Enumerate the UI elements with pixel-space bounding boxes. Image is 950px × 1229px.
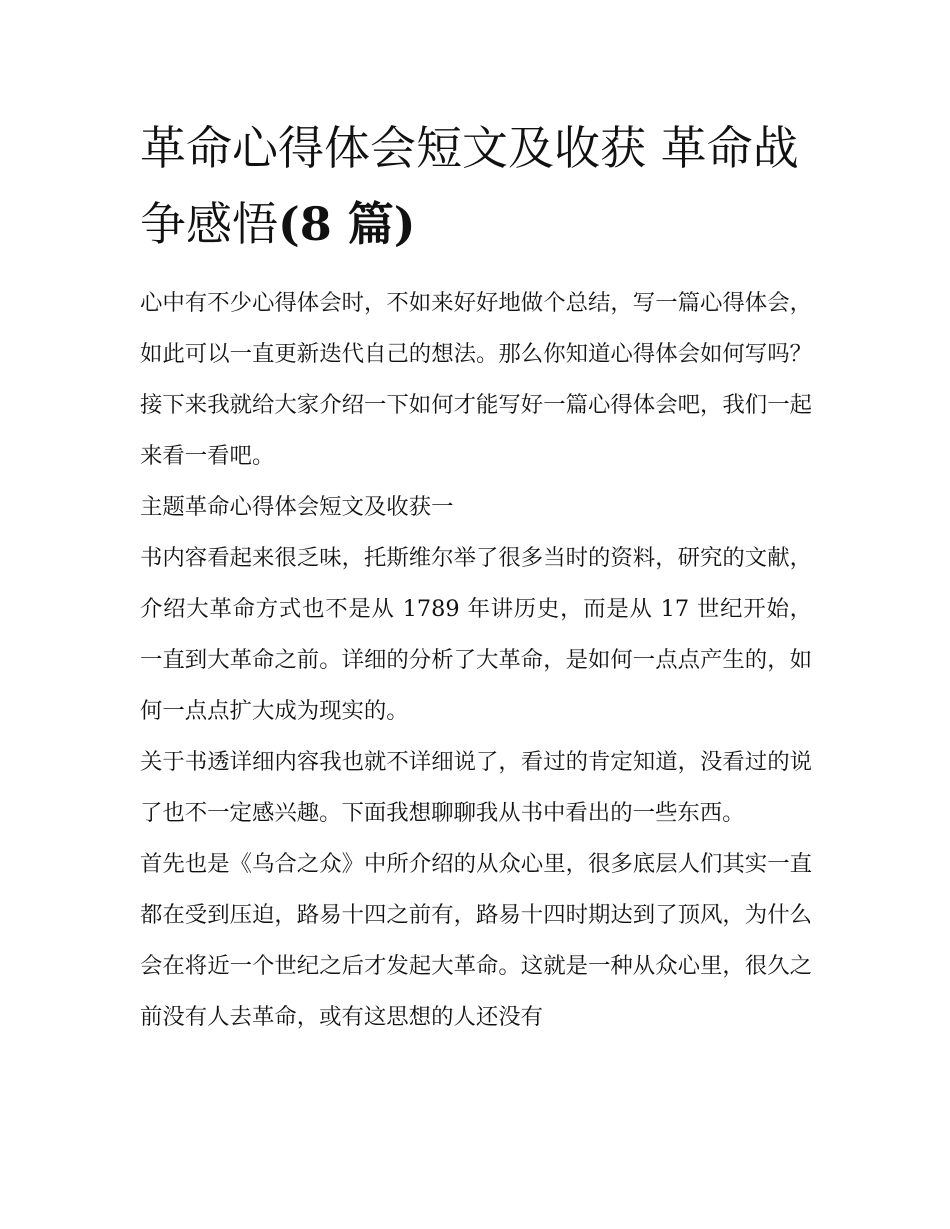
- document-title: [140, 110, 812, 262]
- intro-paragraph: 心中有不少心得体会时，不如来好好地做个总结，写一篇心得体会，如此可以一直更新迭代自己的想法。那么你知道心得体会如何写吗？接下来我就给大家介绍一下如何才能写好一篇心得体会吧，我们一起来看一看吧。: [140, 290, 812, 469]
- section-heading: 主题革命心得体会短文及收获一: [140, 494, 454, 520]
- title-count: (8 篇): [278, 197, 416, 251]
- document-body: [140, 278, 812, 1043]
- body-paragraph: 首先也是《乌合之众》中所介绍的从众心里，很多底层人们其实一直都在受到压迫，路易十四之前有，路易十四时期达到了顶风，为什么会在将近一个世纪之后才发起大革命。这就是一种从众心里，很久之前没有人去革命，或有这思想的人还没有: [140, 851, 812, 1030]
- document-page: [140, 110, 812, 1043]
- body-paragraph: 书内容看起来很乏味，托斯维尔举了很多当时的资料，研究的文献，介绍大革命方式也不是从 1789 年讲历史，而是从 17 世纪开始，一直到大革命之前。详细的分析了大革命，是如何一点点产生的，如何一点点扩大成为现实的。: [140, 545, 812, 724]
- title-main: 革命心得体会短文及收获 革命战争感悟: [140, 121, 799, 251]
- body-paragraph: 关于书透详细内容我也就不详细说了，看过的肯定知道，没看过的说了也不一定感兴趣。下面我想聊聊我从书中看出的一些东西。: [140, 749, 812, 826]
